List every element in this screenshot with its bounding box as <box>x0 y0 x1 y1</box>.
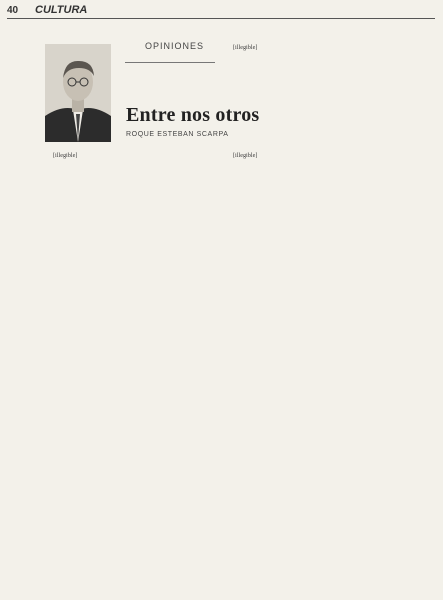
left-column <box>46 152 216 557</box>
article-title: Entre nos otros <box>126 104 260 126</box>
header-rule <box>7 18 435 19</box>
paragraph: [illegible] <box>233 152 258 159</box>
category-label: OPINIONES <box>145 41 205 51</box>
category-rule <box>125 62 215 63</box>
section-name: CULTURA <box>35 4 88 16</box>
page-header <box>0 0 443 22</box>
paragraph: [illegible] <box>233 44 258 51</box>
page-number: 40 <box>7 5 19 16</box>
author-photo <box>45 44 111 142</box>
article-author: ROQUE ESTEBAN SCARPA <box>126 131 229 138</box>
right-column <box>226 152 399 557</box>
author-portrait-illustration <box>45 44 111 142</box>
right-column-top <box>226 44 399 148</box>
paragraph: [illegible] <box>53 152 78 159</box>
